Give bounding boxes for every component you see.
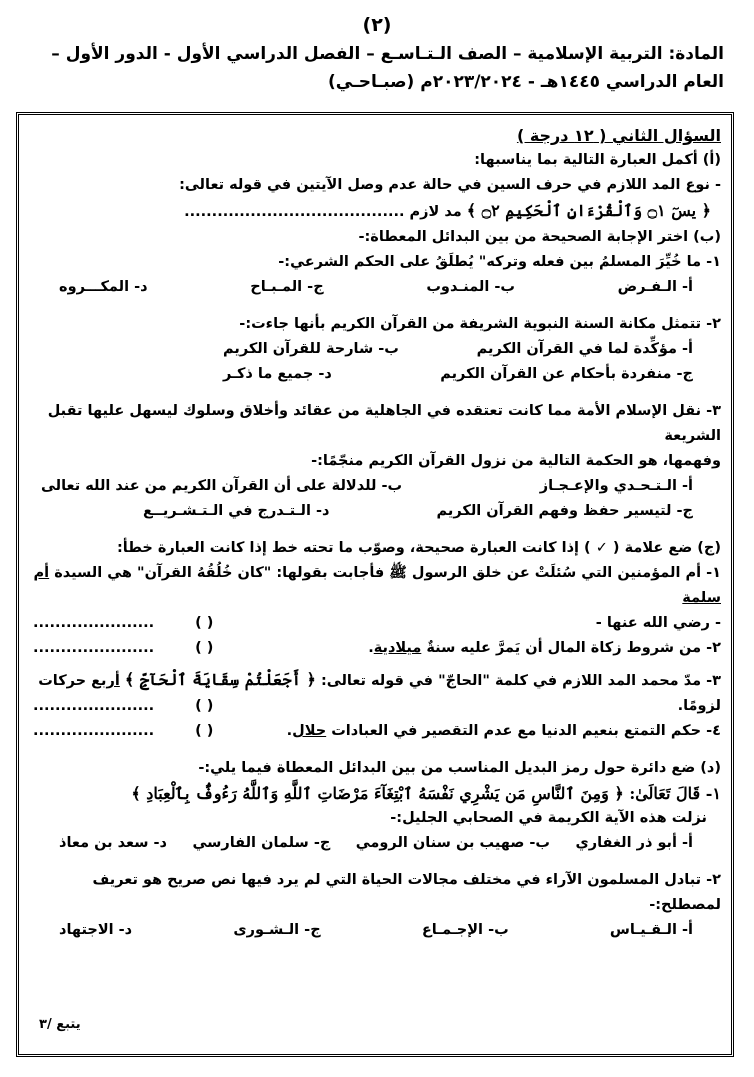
part-a-ayah: ﴿ يسٓ ۝١ وَٱلْقُرْءَانِ ٱلْحَكِيمِ ۝٢ ﴾ <box>466 201 711 220</box>
d-q2-option-b: ب- الإجـمـاع <box>421 922 509 938</box>
d-q2-option-d: د- الاجتهاد <box>59 922 133 938</box>
question-frame <box>16 112 734 1057</box>
part-c-label: (ج) ضع علامة ( ✓ ) إذا كانت العبارة صحيحة، وصوّب ما تحته خط إذا كانت العبارة خطأ: <box>116 540 721 556</box>
b-q1-options <box>33 275 721 300</box>
d-q2-option-c: ج- الـشـورى <box>233 922 321 938</box>
b-q2-options-row2 <box>33 362 721 387</box>
c-q3-line2 <box>33 694 721 719</box>
question-content <box>33 123 721 943</box>
d-q1-option-b: ب- صهيب بن سنان الرومي <box>355 835 550 851</box>
c-q1-underlined: أم سلمة <box>33 565 721 606</box>
header-line-2: العام الدراسي ١٤٤٥هـ - ٢٠٢٣/٢٠٢٤م (صبـاحـي) <box>327 72 724 92</box>
b-q1-option-b: ب- المنـدوب <box>426 279 515 295</box>
b-q3-option-a: أ- الـتـحـدي والإعـجـاز <box>539 478 693 494</box>
b-q3-option-c: ج- لتيسير حفظ وفهم القرآن الكريم <box>436 503 693 519</box>
c-q3-text-2: لزومًا. <box>677 698 721 714</box>
c-q4-line <box>33 719 721 744</box>
b-q3-option-d: د- الـتـدرج في الـتـشـريــع <box>143 503 330 519</box>
b-q1-option-c: ج- المـبـاح <box>250 279 324 295</box>
d-q2-text: ٢- تبادل المسلمون الآراء في مختلف مجالات الحياة التي لم يرد فيها نص صريح هو تعريف لمصطلح:- <box>92 872 721 913</box>
c-q1-blank[interactable]: ...................... <box>33 615 155 631</box>
c-q2-post: . <box>368 640 374 656</box>
d-q2-options <box>33 918 721 943</box>
c-q3-line1 <box>33 667 721 694</box>
c-q2-blank[interactable]: ...................... <box>33 640 155 656</box>
b-q3-options-row2 <box>33 499 721 524</box>
part-d-label: (د) ضع دائرة حول رمز البديل المناسب من بين البدائل المعطاة فيما يلي:- <box>198 760 721 776</box>
page-number: (٢) <box>362 14 392 36</box>
b-q3-option-b: ب- للدلالة على أن القرآن الكريم من عند الله تعالى <box>41 478 403 494</box>
c-q3-post: حركات <box>38 673 92 689</box>
c-q3-text: ٣- مدّ محمد المد اللازم في كلمة "الحاجّ" في قوله تعالى: <box>315 673 721 689</box>
d-q1-ayah: ١- قَالَ تَعَالَىٰ: ﴿ وَمِنَ ٱلنَّاسِ مَن يَشْرِي نَفْسَهُ ٱبْتِغَآءَ مَرْضَاتِ ٱللَّهِ وَٱللَّهُ رَءُوفٌۢ بِٱلْعِبَادِ ﴾ <box>131 784 721 803</box>
header-line-1: المادة: التربية الإسلامية – الصف الـتـاسـع – الفصل الدراسي الأول - الدور الأول – <box>51 44 724 64</box>
part-a-answer: مد لازم ........................................ <box>184 204 462 220</box>
d-q1-text: نزلت هذه الآية الكريمة في الصحابي الجليل:- <box>390 810 707 826</box>
b-q2-text: ٢- تتمثل مكانة السنة النبوية الشريفة من القرآن الكريم بأنها جاءت:- <box>239 316 721 332</box>
question-title: السؤال الثاني ( ١٢ درجة ) <box>516 126 721 145</box>
c-q4-blank[interactable]: ...................... <box>33 723 155 739</box>
continue-note: يتبع /٣ <box>39 1017 81 1032</box>
d-q1-option-d: د- سعد بن معاذ <box>59 835 167 851</box>
b-q2-option-b: ب- شارحة للقرآن الكريم <box>223 341 399 357</box>
c-q3-underlined: أربع <box>91 673 120 689</box>
c-q1-text: ١- أم المؤمنين التي سُئلَتْ عن خلق الرسول ﷺ فأجابت بقولها: "كان خُلُقُهُ القرآن" هي السيدة <box>49 565 721 581</box>
part-a-stem: - نوع المد اللازم في حرف السين في حالة عدم وصل الآيتين في قوله تعالى: <box>179 177 721 193</box>
d-q1-option-c: ج- سلمان الفارسي <box>192 835 331 851</box>
c-q4-post: . <box>286 723 293 739</box>
b-q3-options-row1 <box>33 474 721 499</box>
b-q1-text: ١- ما خُيِّرَ المسلمُ بين فعله وتركه" يُطلَقُ على الحكم الشرعي:- <box>278 254 721 270</box>
c-q1-line1 <box>33 561 721 611</box>
b-q2-option-a: أ- مؤكِّدة لما في القرآن الكريم <box>476 341 693 357</box>
c-q4-mark-box[interactable]: ( ) <box>195 723 214 739</box>
c-q3-blank[interactable]: ...................... <box>33 698 155 714</box>
c-q4-underlined: حلال <box>292 723 327 739</box>
c-q1-line2 <box>33 611 721 636</box>
b-q2-option-c: ج- منفردة بأحكام عن القرآن الكريم <box>440 366 693 382</box>
c-q4-text: ٤- حكم التمتع بنعيم الدنيا مع عدم التقصير في العبادات <box>326 723 721 739</box>
b-q1-option-d: د- المكـــروه <box>59 279 148 295</box>
b-q2-option-d: د- جميع ما ذكـر <box>223 366 332 382</box>
d-q1-options <box>33 831 721 856</box>
d-q1-option-a: أ- أبو ذر الغفاري <box>575 835 693 851</box>
part-a-line <box>33 198 721 225</box>
part-b-label: (ب) اختر الإجابة الصحيحة من بين البدائل المعطاة:- <box>358 229 721 245</box>
c-q2-line <box>33 636 721 661</box>
b-q3-text-2: وفهمها، هو الحكمة التالية من نزول القرآن الكريم منجّمًا:- <box>311 453 721 469</box>
c-q1-mark-box[interactable]: ( ) <box>195 615 214 631</box>
c-q1-text-2: - رضي الله عنها - <box>595 615 721 631</box>
part-a-label: (أ) أكمل العبارة التالية بما يناسبها: <box>474 152 721 168</box>
b-q2-options-row1 <box>33 337 721 362</box>
c-q2-underlined: ميلادية <box>373 640 422 656</box>
b-q3-text-1: ٣- نقل الإسلام الأمة مما كانت تعتقده في الجاهلية من عقائد وأخلاق وسلوك ليسهل عليها تقبل الشريعة <box>47 403 721 444</box>
b-q1-option-a: أ- الـفـرض <box>617 279 693 295</box>
d-q2-option-a: أ- الـقـيـاس <box>609 922 693 938</box>
c-q3-mark-box[interactable]: ( ) <box>195 698 214 714</box>
exam-header <box>30 40 724 96</box>
c-q3-ayah: ﴿ أَجَعَلْتُمْ سِقَايَةَ ٱلْحَآجِّ ﴾ <box>124 670 316 689</box>
c-q2-text: ٢- من شروط زكاة المال أن يَمرَّ عليه سنةٌ <box>421 640 721 656</box>
c-q2-mark-box[interactable]: ( ) <box>195 640 214 656</box>
